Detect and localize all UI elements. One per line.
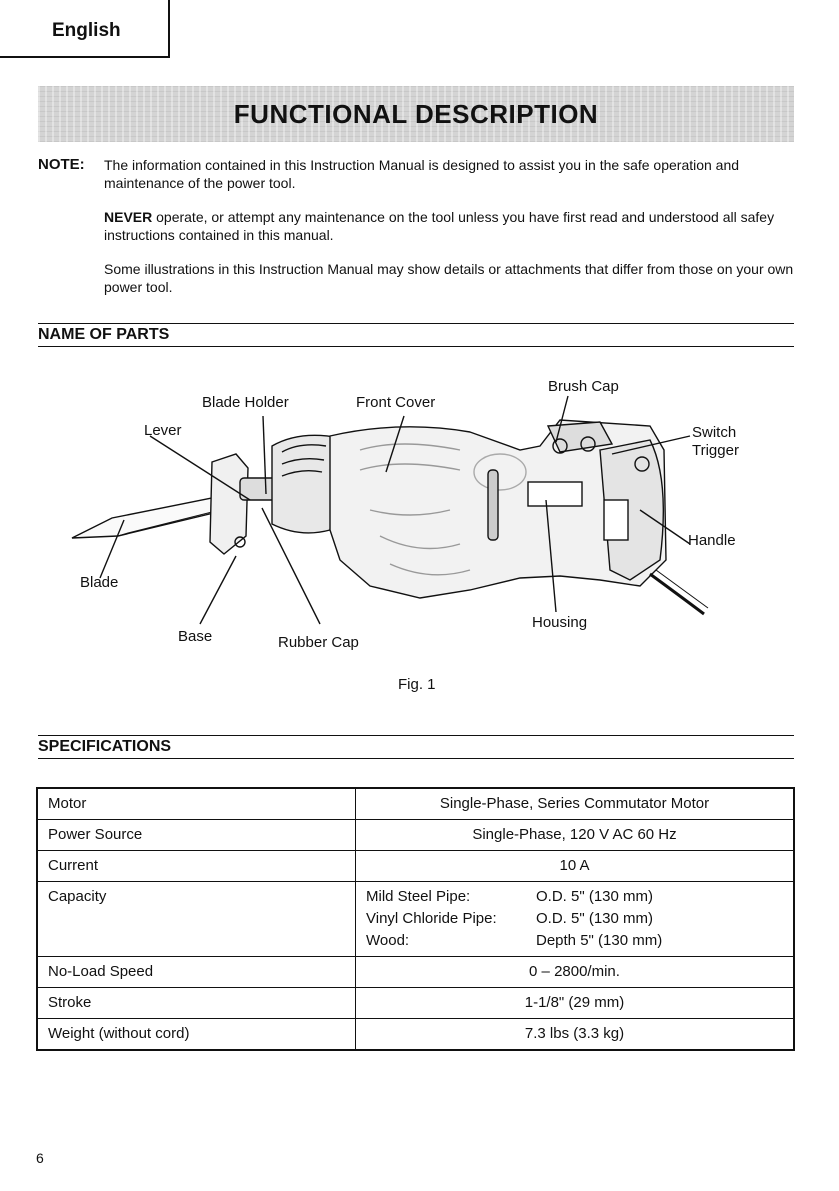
spec-key: Power Source xyxy=(37,820,356,851)
page-number: 6 xyxy=(36,1150,44,1166)
label-blade: Blade xyxy=(80,574,119,591)
label-rubber-cap: Rubber Cap xyxy=(278,634,359,651)
parts-figure xyxy=(0,360,839,700)
saw-illustration xyxy=(0,360,839,700)
spec-key: Stroke xyxy=(37,988,356,1019)
note-paragraph-1: The information contained in this Instruction Manual is designed to assist you in the safe operation and maintenance of the power tool. xyxy=(104,157,740,191)
table-row xyxy=(37,988,794,1019)
table-row xyxy=(37,820,794,851)
specifications-heading: SPECIFICATIONS xyxy=(38,735,794,759)
table-row xyxy=(37,788,794,820)
spec-value: 10 A xyxy=(356,851,795,882)
capacity-material: Mild Steel Pipe: xyxy=(366,888,471,905)
table-row xyxy=(37,957,794,988)
capacity-material: Wood: xyxy=(366,932,410,949)
note-paragraph-2-text: operate, or attempt any maintenance on the tool unless you have first read and understood all safey instructions contained in this manual. xyxy=(104,209,775,243)
spec-key: Capacity xyxy=(37,882,356,957)
label-lever: Lever xyxy=(144,422,182,439)
label-switch: Switch xyxy=(692,424,737,441)
spec-key: Current xyxy=(37,851,356,882)
spec-key: Motor xyxy=(37,788,356,820)
label-base: Base xyxy=(178,628,213,645)
page-title: FUNCTIONAL DESCRIPTION xyxy=(233,98,599,129)
spec-value: 7.3 lbs (3.3 kg) xyxy=(356,1019,795,1051)
label-handle: Handle xyxy=(688,532,736,549)
note-label: NOTE: xyxy=(38,156,85,173)
table-row xyxy=(37,1019,794,1051)
label-housing: Housing xyxy=(532,614,588,631)
spec-value: Single-Phase, Series Commutator Motor xyxy=(356,788,795,820)
label-trigger: Trigger xyxy=(692,442,739,459)
spec-value-capacity xyxy=(356,882,795,957)
label-blade-holder: Blade Holder xyxy=(202,394,289,411)
language-label: English xyxy=(52,20,121,41)
label-front-cover: Front Cover xyxy=(356,394,436,411)
specifications-table xyxy=(36,787,795,1051)
table-row xyxy=(37,851,794,882)
spec-value: 0 – 2800/min. xyxy=(356,957,795,988)
capacity-size: O.D. 5" (130 mm) xyxy=(536,888,654,905)
capacity-grid xyxy=(366,886,783,952)
capacity-size: Depth 5" (130 mm) xyxy=(536,932,663,949)
label-brush-cap: Brush Cap xyxy=(548,378,619,395)
capacity-size: O.D. 5" (130 mm) xyxy=(536,910,654,927)
spec-value: 1-1/8" (29 mm) xyxy=(356,988,795,1019)
spec-key: Weight (without cord) xyxy=(37,1019,356,1051)
table-row xyxy=(37,882,794,957)
language-tab xyxy=(0,0,170,58)
note-paragraph-3: Some illustrations in this Instruction Manual may show details or attachments that differ from those on your own power tool. xyxy=(104,261,794,295)
capacity-material: Vinyl Chloride Pipe: xyxy=(366,910,497,927)
note-paragraph-2 xyxy=(104,208,794,244)
title-banner xyxy=(38,86,794,142)
never-emphasis: NEVER xyxy=(104,209,153,225)
name-of-parts-heading: NAME OF PARTS xyxy=(38,323,794,347)
figure-caption: Fig. 1 xyxy=(398,676,436,693)
spec-key: No-Load Speed xyxy=(37,957,356,988)
spec-value: Single-Phase, 120 V AC 60 Hz xyxy=(356,820,795,851)
